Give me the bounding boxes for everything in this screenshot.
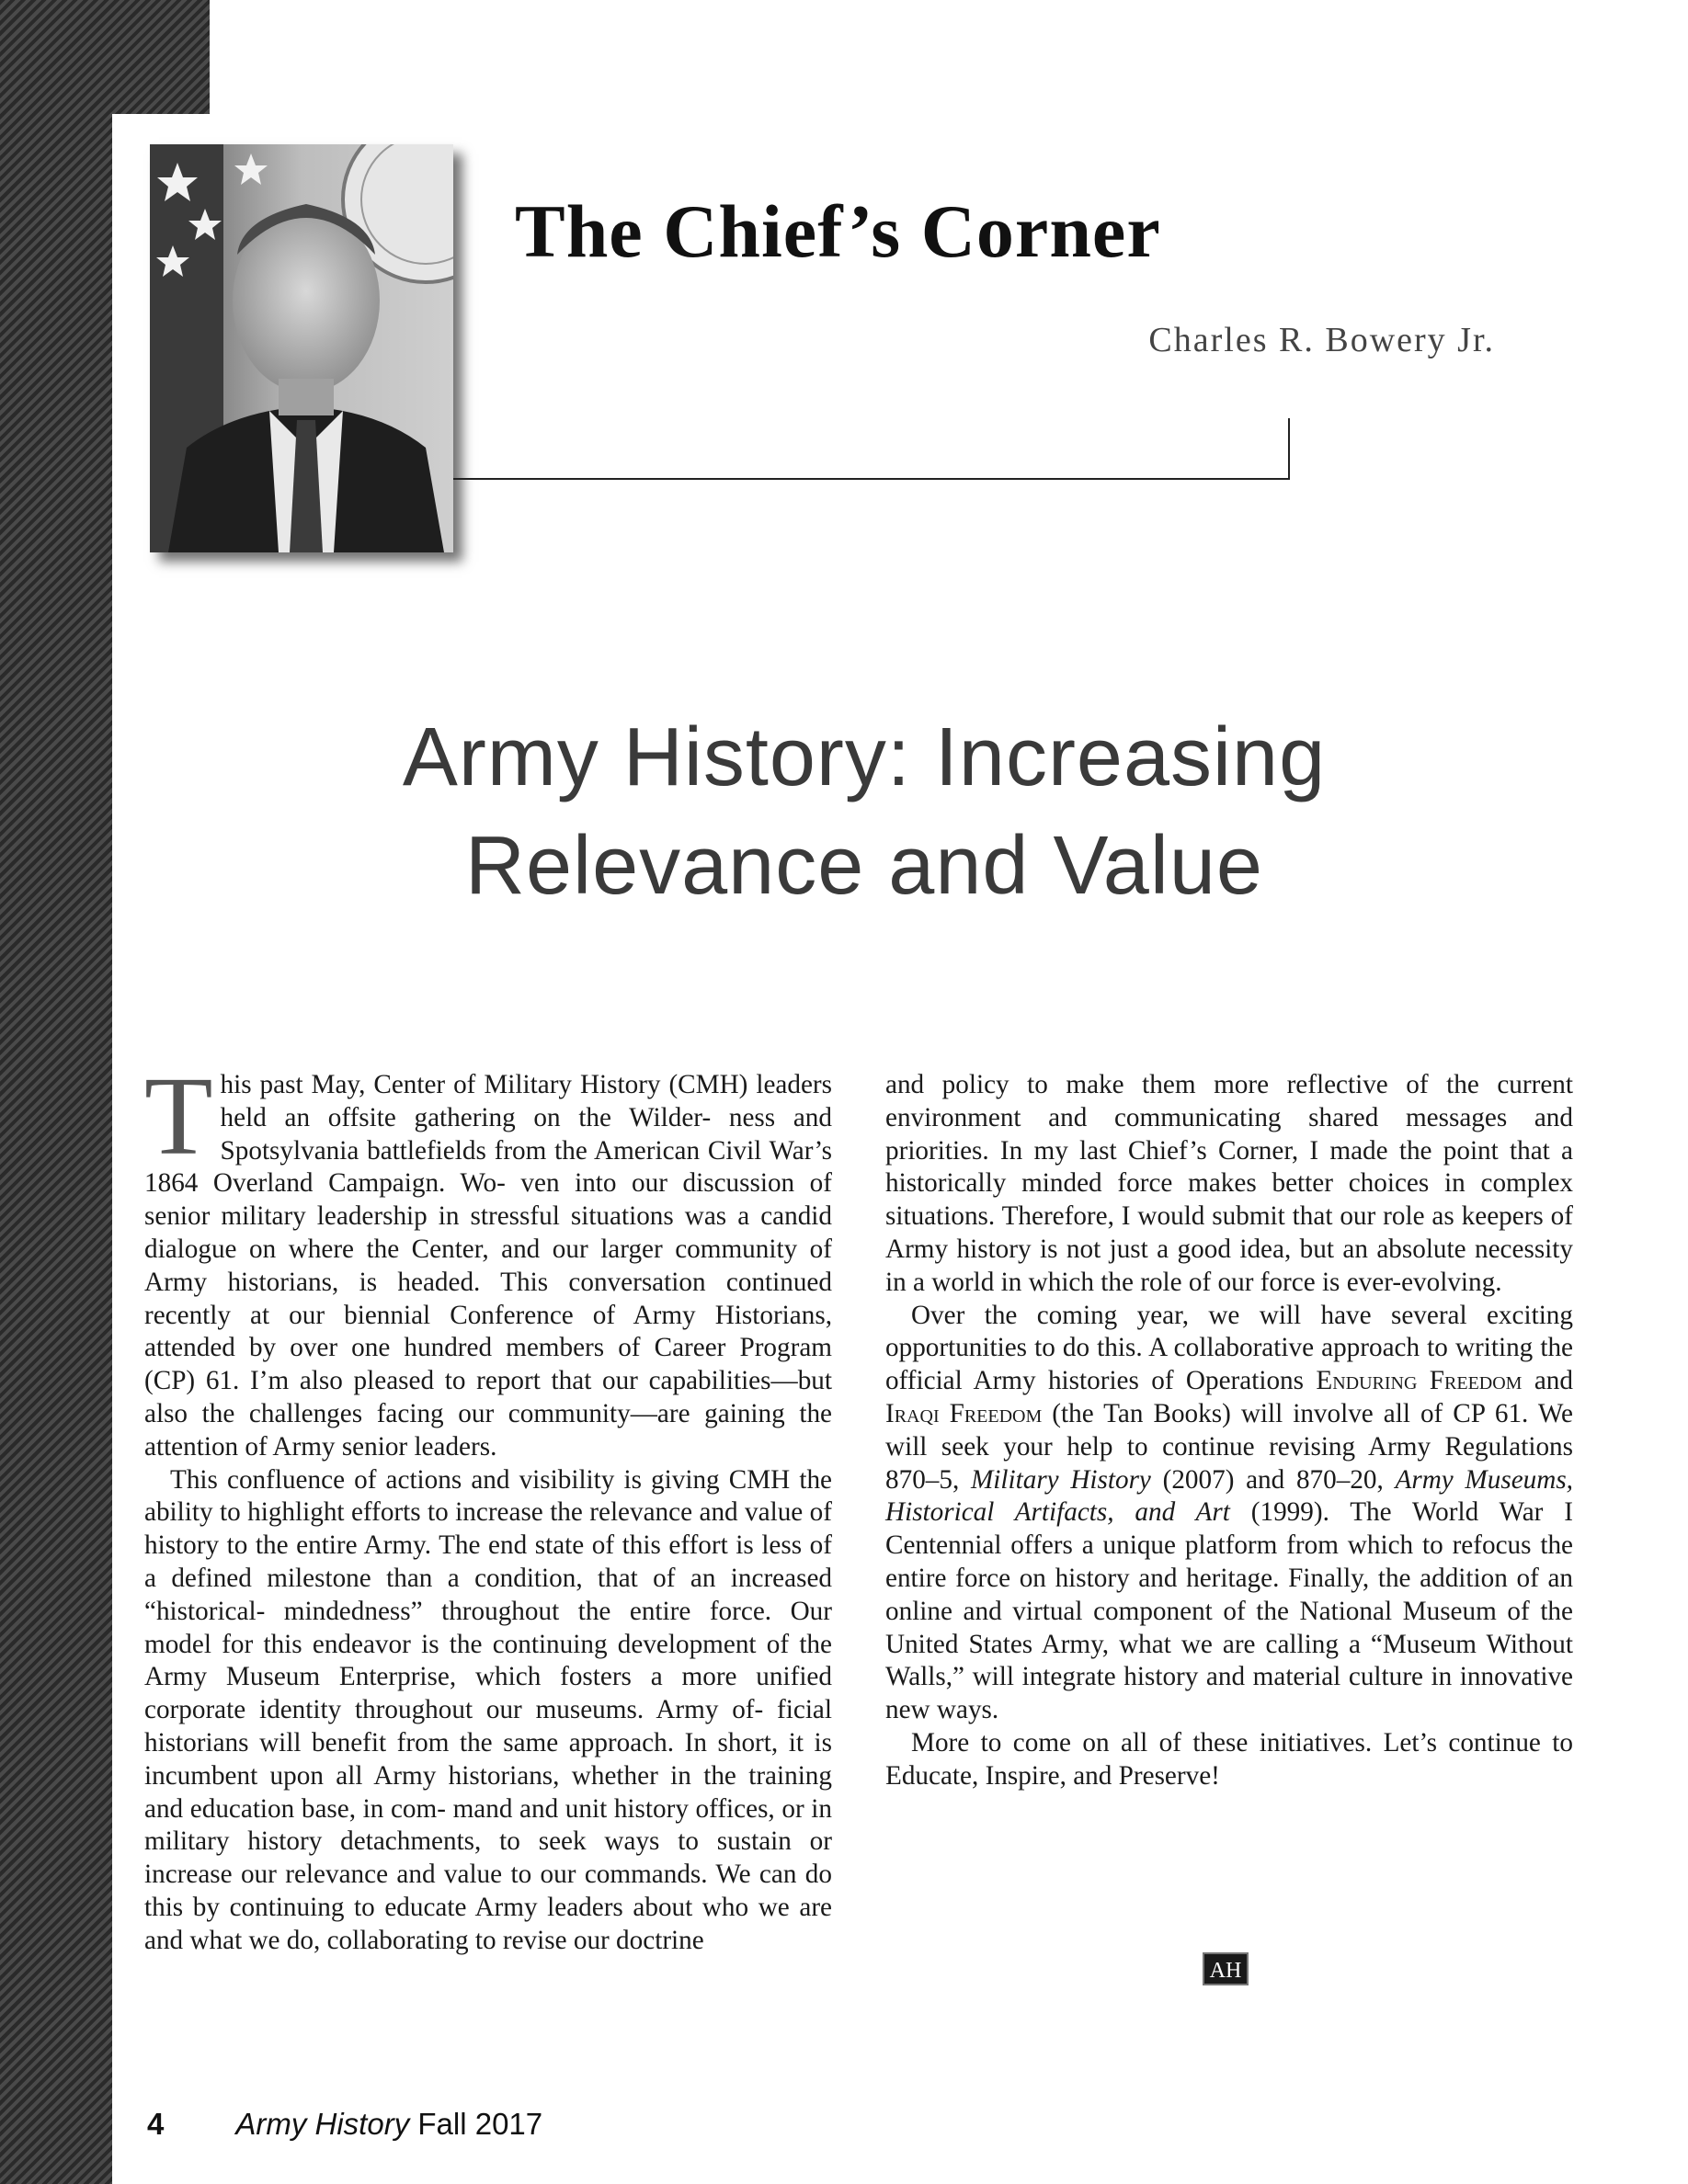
- regulation-title: Army Museums, Historical Artifacts, and Art: [885, 1464, 1573, 1528]
- article-column-right: [885, 1069, 1573, 1793]
- regulation-title: Military History: [970, 1464, 1151, 1495]
- headline-line-1: Army History: Increasing: [402, 711, 1327, 803]
- publication-name: Army History: [235, 2107, 410, 2141]
- page-footer: [147, 2107, 542, 2142]
- paragraph: [144, 1054, 832, 1464]
- paragraph: This confluence of actions and visibility is giving CMH the ability to highlight efforts to increase the relevance and value of history to the entire Army. The end state of this effort is less of a defined milestone than a condition, that of an increased “historical- mindedness” throughout the entire force. Our model for this endeavor is the continuing development of the Army Museum Enterprise, which fosters a more unified corporate identity throughout our museums. Army of- ficial historians will benefit from the same approach. In short, it is incumbent upon all Army historians, whether in the training and education base, in com- mand and unit history offices, or in military history detachments, to seek ways to sustain or increase our relevance and value to our commands. We can do this by continuing to educate Army leaders about who we are and what we do, collaborating to revise our doctrine: [144, 1464, 832, 1955]
- author-byline: Charles R. Bowery Jr.: [1148, 321, 1495, 359]
- paragraph: and policy to make them more reflective of the current environment and communicating shared messages and priorities. In my last Chief’s Corner, I made the point that a historically minded force makes better choices in complex situations. Therefore, I would submit that our role as keepers of Army history is not just a good idea, but an absolute necessity in a world in which the role of our force is ever-evolving.: [885, 1070, 1573, 1297]
- article-headline: [138, 703, 1591, 920]
- section-title: The Chief’s Corner: [515, 189, 1161, 273]
- drop-cap: T: [144, 1054, 213, 1178]
- article-column-left: [144, 1054, 832, 1958]
- operation-name: Iraqi Freedom: [885, 1398, 1043, 1428]
- decorative-side-band: [0, 0, 112, 2184]
- decorative-top-band: [0, 0, 210, 114]
- page-number: 4: [147, 2107, 165, 2141]
- paragraph: Over the coming year, we will have several exciting opportunities to do this. A collaborative approach to writing the official Army histories of Operations Enduring Freedom and Iraqi Freedom (the Tan Books) will involve all of CP 61. We will seek your help to continue revising Army Regulations 870–5, Military History (2007) and 870–20, Army Museums, Historical Artifacts, and Art (1999). The World War I Centennial offers a unique platform from which to refocus the entire force on history and heritage. Finally, the addition of an online and virtual component of the National Museum of the United States Army, what we are calling a “Museum Without Walls,” will integrate history and material culture in innovative new ways.: [885, 1300, 1573, 1725]
- decorative-rule-vertical: [1288, 418, 1290, 480]
- headline-line-2: Relevance and Value: [465, 820, 1263, 912]
- operation-name: Enduring Freedom: [1316, 1366, 1523, 1396]
- issue-label: Fall 2017: [417, 2107, 543, 2141]
- paragraph: More to come on all of these initiatives. Let’s continue to Educate, Inspire, and Preserve!: [885, 1727, 1573, 1791]
- author-portrait: [150, 144, 453, 552]
- end-mark-logo: AH: [1203, 1952, 1249, 1985]
- decorative-rule-horizontal: [453, 478, 1290, 480]
- paragraph-text: his past May, Center of Military History (CMH) leaders held an offsite gathering on the Wilder- ness and Spotsylvania battlefields from the American Civil War’s 1864 Overland Campaign. Wo- ven into our discussion of senior military leadership in stressful situations was a candid dialogue on where the Center, and our larger community of Army historians, is headed. This conversation continued recently at our biennial Conference of Army Historians, attended by over one hundred members of Career Program (CP) 61. I’m also pleased to report that our capabilities—but also the challenges facing our community—are gaining the attention of Army senior leaders.: [144, 1070, 832, 1462]
